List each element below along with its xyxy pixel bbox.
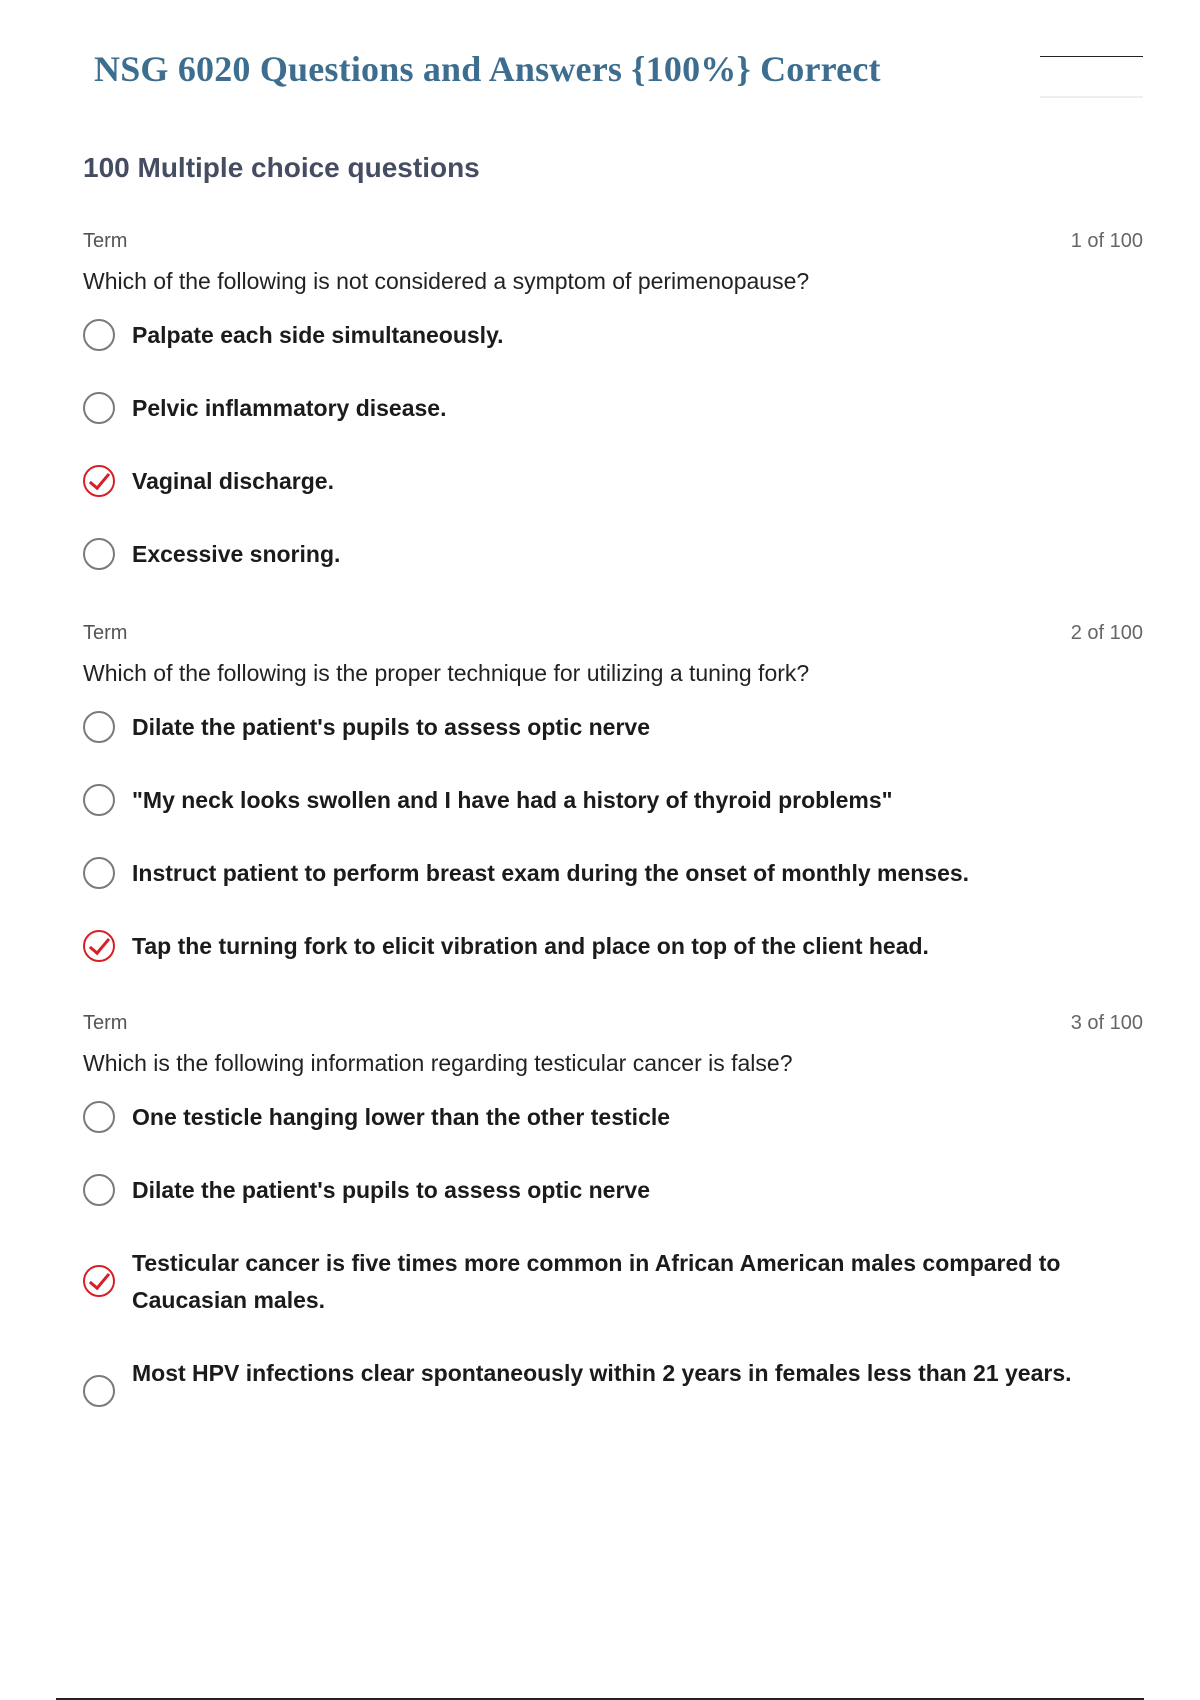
answer-option-label: Most HPV infections clear spontaneously within 2 years in females less than 21 years. (132, 1360, 1072, 1386)
term-label: Term (83, 230, 128, 252)
term-label: Term (83, 1012, 128, 1034)
radio-circle-icon[interactable] (83, 1101, 115, 1133)
answer-option-3[interactable] (83, 463, 1143, 500)
radio-circle-icon[interactable] (83, 1375, 115, 1407)
question-prompt: Which of the following is not considered a symptom of perimenopause? (83, 268, 810, 294)
answer-options (83, 1099, 1143, 1392)
answer-option-2[interactable] (83, 1172, 1143, 1209)
red-checkmark-icon[interactable] (83, 465, 115, 497)
answer-option-4[interactable] (83, 928, 1143, 965)
term-row (83, 1012, 1143, 1040)
term-row (83, 230, 1143, 258)
document-title: NSG 6020 Questions and Answers {100%} Correct (94, 49, 881, 89)
answer-option-label: Pelvic inflammatory disease. (132, 395, 447, 421)
answer-option-label: Tap the turning fork to elicit vibration and place on top of the client head. (132, 933, 929, 959)
section-heading: 100 Multiple choice questions (83, 152, 480, 183)
answer-options (83, 317, 1143, 573)
answer-option-3[interactable] (83, 1245, 1143, 1319)
answer-option-label: "My neck looks swollen and I have had a history of thyroid problems" (132, 787, 893, 813)
question-2 (83, 622, 1143, 1001)
question-prompt: Which of the following is the proper technique for utilizing a tuning fork? (83, 660, 810, 686)
answer-options (83, 709, 1143, 965)
title-divider-bottom (1040, 96, 1143, 98)
answer-option-label: One testicle hanging lower than the other testicle (132, 1104, 671, 1130)
radio-circle-icon[interactable] (83, 392, 115, 424)
answer-option-4[interactable] (83, 536, 1143, 573)
radio-circle-icon[interactable] (83, 784, 115, 816)
answer-option-2[interactable] (83, 390, 1143, 427)
term-row (83, 622, 1143, 650)
radio-circle-icon[interactable] (83, 857, 115, 889)
question-counter: 3 of 100 (1070, 1012, 1143, 1034)
radio-circle-icon[interactable] (83, 711, 115, 743)
answer-option-label: Dilate the patient's pupils to assess optic nerve (132, 714, 651, 740)
answer-option-label: Palpate each side simultaneously. (132, 322, 504, 348)
red-checkmark-icon[interactable] (83, 1265, 115, 1297)
radio-circle-icon[interactable] (83, 1174, 115, 1206)
answer-option-2[interactable] (83, 782, 1143, 819)
term-label: Term (83, 622, 128, 644)
question-counter: 2 of 100 (1070, 622, 1143, 644)
answer-option-4[interactable] (83, 1355, 1143, 1392)
question-counter: 1 of 100 (1070, 230, 1143, 252)
answer-option-1[interactable] (83, 317, 1143, 354)
answer-option-label: Excessive snoring. (132, 541, 341, 567)
answer-option-label: Vaginal discharge. (132, 468, 334, 494)
question-prompt: Which is the following information regarding testicular cancer is false? (83, 1050, 793, 1076)
answer-option-label: Instruct patient to perform breast exam during the onset of monthly menses. (132, 860, 970, 886)
red-checkmark-icon[interactable] (83, 930, 115, 962)
title-divider-top (1040, 56, 1143, 57)
question-3 (83, 1012, 1143, 1428)
radio-circle-icon[interactable] (83, 538, 115, 570)
answer-option-label: Testicular cancer is five times more common in African American males compared to Caucasian males. (132, 1250, 1061, 1313)
answer-option-1[interactable] (83, 709, 1143, 746)
answer-option-1[interactable] (83, 1099, 1143, 1136)
answer-option-label: Dilate the patient's pupils to assess optic nerve (132, 1177, 651, 1203)
radio-circle-icon[interactable] (83, 319, 115, 351)
answer-option-3[interactable] (83, 855, 1143, 892)
question-1 (83, 230, 1143, 609)
